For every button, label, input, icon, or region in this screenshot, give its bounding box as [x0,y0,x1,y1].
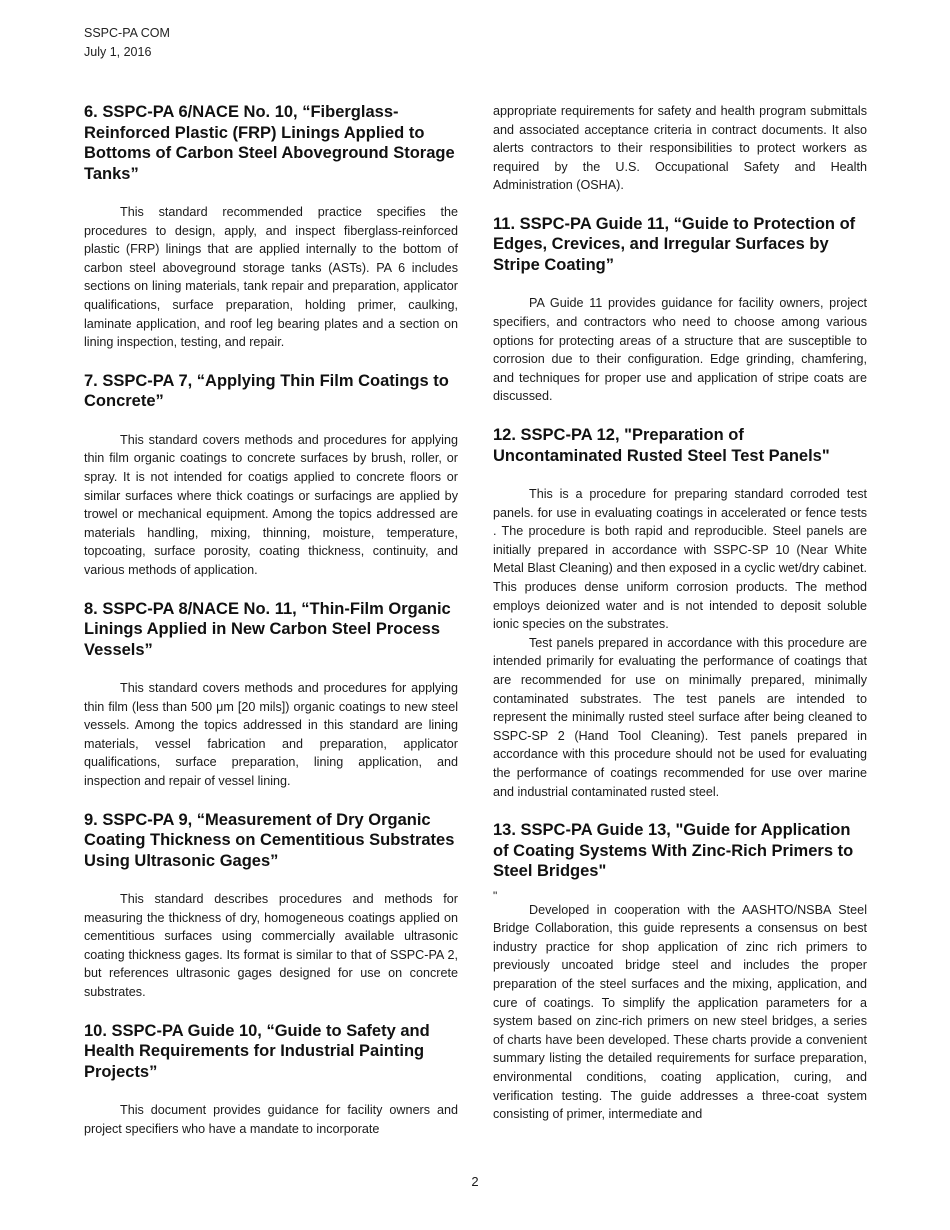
document-date: July 1, 2016 [84,45,152,59]
section-10-continued [493,102,867,195]
section-12-heading: 12. SSPC-PA 12, "Preparation of Uncontaminated Rusted Steel Test Panels" [493,426,830,465]
document-id: SSPC-PA COM [84,26,170,40]
section-12-body-2: Test panels prepared in accordance with this procedure are intended primarily for evaluating the performance of coatings that are recommended for use on minimally prepared, minimally contaminated substrates. The test panels are intended to represent the minimally rusted steel surface after being cleaned to SSPC-SP 2 (Hand Tool Cleaning). Test panels prepared in accordance with this procedure should not be used for evaluating the performance of coatings recommended for use over marine and industrial contaminated rusted steel. [493,635,867,799]
section-7-heading: 7. SSPC-PA 7, “Applying Thin Film Coatings to Concrete” [84,371,449,411]
right-column [493,102,867,1143]
section-8-heading: 8. SSPC-PA 8/NACE No. 11, “Thin-Film Organic Linings Applied in New Carbon Steel Process Vessels” [84,599,451,659]
section-10-body: This document provides guidance for facility owners and project specifiers who have a mandate to incorporate [84,1103,458,1136]
section-10-body-continued: appropriate requirements for safety and health program submittals and associated acceptance criteria in contract documents. It also alerts contractors to their responsibilities to protect workers as required by the U.S. Occupational Safety and Health Administration (OSHA). [493,104,867,193]
section-11-body: PA Guide 11 provides guidance for facility owners, project specifiers, and contractors who need to choose among various options for protecting areas of a structure that are susceptible to corrosion due to their configuration. Edge grinding, chamfering, and techniques for proper use and application of stripe coats are discussed. [493,296,867,404]
section-6-heading: 6. SSPC-PA 6/NACE No. 10, “Fiberglass-Reinforced Plastic (FRP) Linings Applied to Bottoms of Carbon Steel Aboveground Storage Tanks” [84,103,455,183]
section-13-heading: 13. SSPC-PA Guide 13, "Guide for Application of Coating Systems With Zinc-Rich Primers to Steel Bridges" [493,821,854,881]
stray-quote-mark: " [493,888,498,903]
section-9-heading: 9. SSPC-PA 9, “Measurement of Dry Organic Coating Thickness on Cementitious Substrates Using Ultrasonic Gages” [84,810,455,870]
section-11-heading: 11. SSPC-PA Guide 11, “Guide to Protection of Edges, Crevices, and Irregular Surfaces by Stripe Coating” [493,214,856,274]
section-7 [84,371,458,580]
section-10-heading: 10. SSPC-PA Guide 10, “Guide to Safety and Health Requirements for Industrial Painting Projects” [84,1021,430,1081]
section-6 [84,102,458,352]
section-12-body-1: This is a procedure for preparing standard corroded test panels. for use in evaluating coatings in accelerated or fence tests . The procedure is both rapid and reproducible. Steel panels are initially prepared in accordance with SSPC-SP 10 (Near White Metal Blast Cleaning) and then exposed in a cyclic wet/dry cabinet. This produces dense uniform corrosion products. The method employs deionized water and is not intended to deposit soluble ionic species on the substrates. [493,487,867,632]
section-7-body: This standard covers methods and procedures for applying thin film organic coatings to concrete surfaces by brush, roller, or spray. It is not intended for coatigs applied to concrete floors or similar surfaces where thick coatings or surfacings are applied by trowel or mechanical equipment. Among the topics addressed are materials handling, mixing, thinning, moisture, temperature, topcoating, surface porosity, coating thickness, continuity, and various methods of application. [84,432,458,577]
section-13 [493,820,867,1124]
section-10 [84,1021,458,1139]
page-header [84,24,170,62]
section-11 [493,214,867,406]
section-9-body: This standard describes procedures and methods for measuring the thickness of dry, homogeneous coatings applied on cementitious surfaces using commercially available ultrasonic coating thickness gages. Its format is similar to that of SSPC-PA 2, but references ultrasonic gages designed for use on concrete substrates. [84,892,458,1000]
left-column [84,102,458,1157]
section-9 [84,810,458,1002]
section-13-body: Developed in cooperation with the AASHTO/NSBA Steel Bridge Collaboration, this guide represents a consensus on best industry practice for shop application of zinc rich primers to previously uncoated bridge steel and includes the proper preparation of the steel surfaces and the mixing, application, and cure of coatings. To simplify the application parameters for a system based on zinc-rich primers on new steel bridges, a series of charts have been developed. These charts provide a convenient summary listing the detailed requirements for surface preparation, environmental conditions, coating application, curing, and verification testing. The guide addresses a three-coat system consisting of primer, intermediate and [493,902,867,1122]
section-6-body: This standard recommended practice specifies the procedures to design, apply, and inspect fiberglass-reinforced plastic (FRP) linings that are applied internally to the bottom of carbon steel aboveground storage tanks (ASTs). PA 6 includes sections on lining materials, tank repair and preparation, applicator qualifications, surface preparation, holding primer, caulking, laminate application, and roof leg bearing plates and a section on lining inspection, testing, and repair. [84,205,458,350]
section-8-body: This standard covers methods and procedures for applying thin film (less than 500 μm [20 mils]) organic coatings to new steel vessels. Among the topics addressed in this standard are lining materials, vessel fabrication and preparation, applicator qualifications, surface preparation, lining application, and inspection and repair of vessel lining. [84,681,458,788]
section-12 [493,425,867,801]
page-number: 2 [471,1174,479,1189]
section-8 [84,599,458,791]
